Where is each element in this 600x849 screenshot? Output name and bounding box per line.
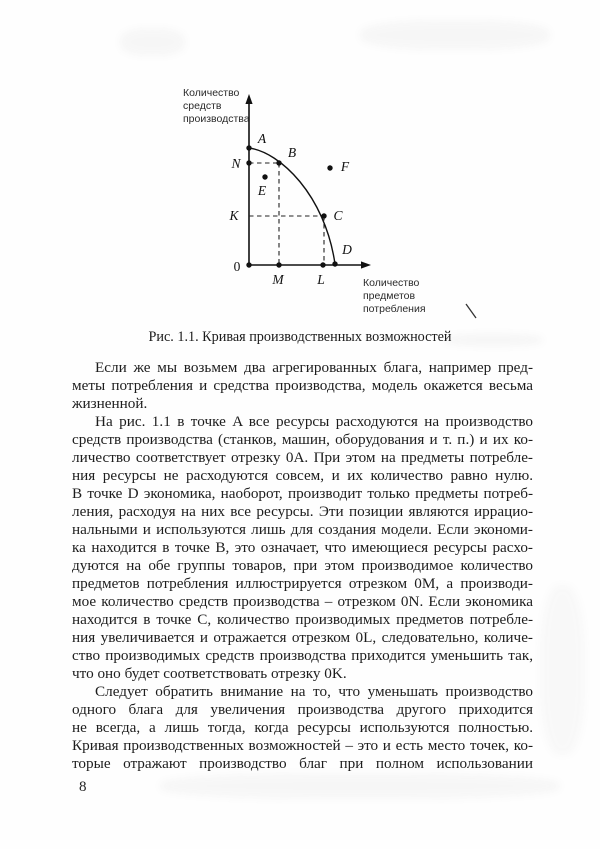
x-axis-label: предметов [363,290,416,302]
text-line: предметов потребления иллюстрируется отрезком 0M, а производи- [72,575,533,592]
text-line: личество соответствует отрезку 0A. При этом на предметы потребле- [72,449,533,466]
y-axis-label: средств [183,100,222,112]
stray-mark [466,304,476,318]
point-label-E: E [257,183,267,198]
text-line: дуются на обе группы товаров, при этом производимое количество [72,557,533,574]
point-dot-M [276,262,281,267]
text-line: жизненной. [72,395,148,412]
text-line: Кривая производственных возможностей – это и есть место точек, ко- [72,737,533,754]
y-axis-arrow-icon [245,94,252,104]
ppf-diagram [150,80,520,330]
x-axis-label: Количество [363,277,420,289]
text-line: В точке D экономика, наоборот, производит только предметы потреб- [72,485,533,502]
text-line: средств производства (станков, машин, оборудования и т. п.) и их ко- [72,431,533,448]
point-label-M: M [272,272,284,287]
text-line: ка находится в точке B, это означает, что имеющиеся ресурсы расхо- [72,539,533,556]
scan-noise [360,20,550,50]
y-axis-label: Количество [183,87,240,99]
point-dot-origin [246,262,251,267]
text-line: одного блага для увеличения производства другого приходится [72,701,533,718]
point-label-F: F [340,159,350,174]
body-text [72,359,533,773]
text-line: меты потребления и средства производства, модель окажется весьма [72,377,533,394]
scan-noise [160,773,560,799]
point-label-C: C [333,208,343,223]
text-line: ство производимых средств производства приходится уменьшить так, [72,647,533,664]
point-dot-E [262,174,267,179]
text-line: На рис. 1.1 в точке A все ресурсы расходуются на производство [95,413,533,430]
text-line: Если же мы возьмем два агрегированных блага, например пред- [95,359,533,376]
point-label-D: D [342,242,352,257]
text-line: ния увеличивается и отражается отрезком 0L, следовательно, количе- [72,629,533,646]
x-axis [248,261,371,268]
ppf-curve [249,148,335,264]
text-line: не всегда, а лишь тогда, когда ресурсы используются полностью. [72,719,533,736]
point-dot-C [321,213,326,218]
text-line: находится в точке C, количество производимых предметов потребле- [72,611,533,628]
point-label-B: B [287,145,297,160]
point-dot-D [332,261,337,266]
text-line: мое количество средств производства – отрезком 0N. Если экономика [72,593,533,610]
y-axis-label: производства [183,113,250,125]
x-axis-arrow-icon [361,261,371,268]
text-line: нальными и используются лишь для создания модели. Если экономи- [72,521,533,538]
scan-noise [540,585,585,755]
point-label-A: A [257,131,267,146]
origin-label: 0 [233,259,241,274]
text-line: ния ресурсы не расходуются совсем, и их количество равно нулю. [72,467,533,484]
point-dot-N [246,160,251,165]
point-label-K: K [229,208,239,223]
text-line: что оно будет соответствовать отрезку 0K. [72,665,347,682]
point-dot-F [327,165,332,170]
point-label-N: N [231,156,241,171]
x-axis-label: потребления [363,303,426,315]
point-label-L: L [317,272,325,287]
point-dot-L [320,262,325,267]
point-dot-B [276,160,281,165]
figure-caption: Рис. 1.1. Кривая производственных возможностей [148,329,452,345]
page-number: 8 [79,779,87,795]
text-line: Следует обратить внимание на то, что уменьшать производство [95,683,533,700]
point-dot-A [246,145,251,150]
text-line: ления, расходуя на них все ресурсы. Эти позиции являются иррацио- [72,503,533,520]
scan-noise [120,28,185,56]
text-line: торые отражают производство благ при полном использовании [72,755,533,772]
